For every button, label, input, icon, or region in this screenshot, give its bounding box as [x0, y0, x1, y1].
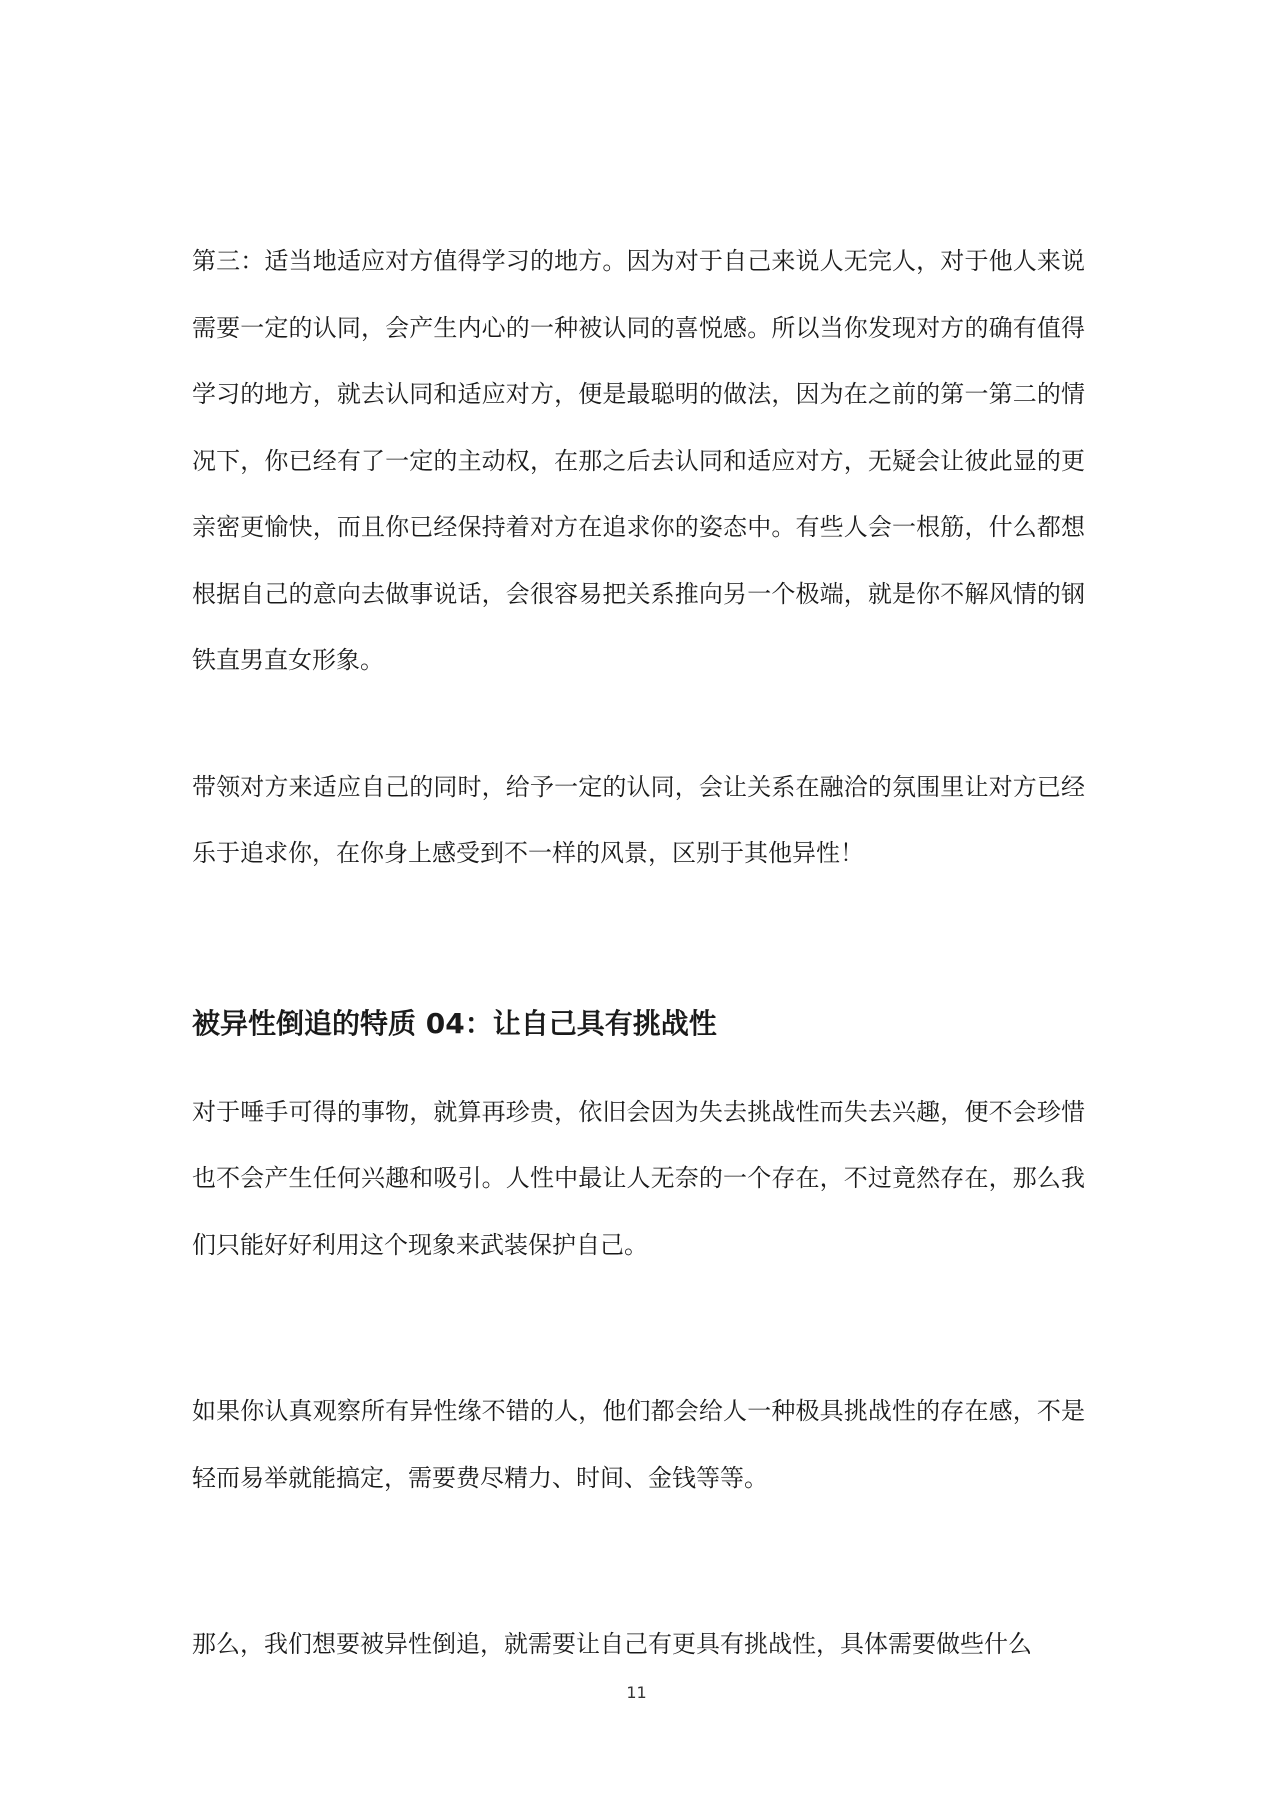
paragraph-conclusion: 那么，我们想要被异性倒追，就需要让自己有更具有挑战性，具体需要做些什么: [192, 1630, 1032, 1658]
paragraph-third-point: 第三：适当地适应对方值得学习的地方。因为对于自己来说人无完人，对于他人来说需要一定的认同，会产生内心的一种被认同的喜悦感。所以当你发现对方的确有值得学习的地方，就去认同和适应对方，便是最聪明的做法，因为在之前的第一第二的情况下，你已经有了一定的主动权，在那之后去认同和适应对方，无疑会让彼此显的更亲密更愉快，而且你已经保持着对方在追求你的姿态中。有些人会一根筋，什么都想根据自己的意向去做事说话，会很容易把关系推向另一个极端，就是你不解风情的钢铁直男直女形象。: [192, 247, 1085, 674]
section-heading: 被异性倒追的特质 04：让自己具有挑战性: [192, 1006, 717, 1040]
paragraph-observation: 如果你认真观察所有异性缘不错的人，他们都会给人一种极具挑战性的存在感，不是轻而易举就能搞定，需要费尽精力、时间、金钱等等。: [192, 1397, 1085, 1492]
page-content: [192, 228, 1085, 1678]
paragraph-challenge-intro: 对于唾手可得的事物，就算再珍贵，依旧会因为失去挑战性而失去兴趣，便不会珍惜也不会产生任何兴趣和吸引。人性中最让人无奈的一个存在，不过竟然存在，那么我们只能好好利用这个现象来武装保护自己。: [192, 1097, 1085, 1259]
page-number: 11: [626, 1683, 647, 1702]
paragraph-recognition: 带领对方来适应自己的同时，给予一定的认同，会让关系在融洽的氛围里让对方已经乐于追求你，在你身上感受到不一样的风景，区别于其他异性！: [192, 772, 1085, 867]
